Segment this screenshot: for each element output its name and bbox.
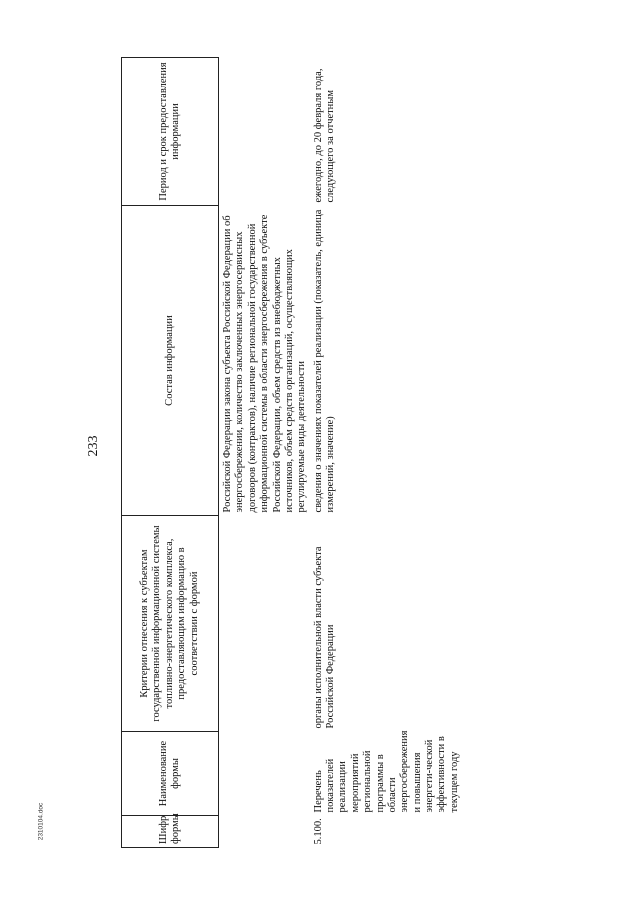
table-header-row: [122, 58, 219, 848]
header-composition: Состав информации: [122, 206, 219, 516]
header-criteria: Критерии отнесения к субъектам государственной информационной системы топливно-энергетического комплекса, предоставляющим информацию в соответствии с формой: [122, 516, 219, 732]
header-code: Шифр формы: [122, 816, 219, 848]
cell-composition-continued: Российской Федерации закона субъекта Российской Федерации об энергосбережении, количество заключенных энергосервисных договоров (контрактов), наличие региональной государственной информационной системы в области энергосбережения в субъекте Российской Федерации, объем средств из внебюджетных источников, объем средств организаций, осуществляющих регулируемые виды деятельности: [222, 214, 308, 513]
cell-criteria: органы исполнительной власти субъекта Российской Федерации: [312, 546, 336, 729]
header-form-name: Наименование формы: [122, 732, 219, 816]
cell-period-empty: [219, 58, 309, 206]
page-number: 233: [86, 435, 101, 457]
cell-period: ежегодно, до 20 февраля года, следующего за отчетным: [312, 68, 336, 203]
table-row-continuation: [219, 58, 309, 848]
cell-code-empty: [219, 816, 309, 848]
cell-composition: сведения о значениях показателей реализации (показатель, единица измерений, значение): [312, 209, 336, 513]
cell-criteria-empty: [219, 516, 309, 732]
rotated-table-wrapper: [121, 58, 583, 848]
cell-form-name-empty: [219, 732, 309, 816]
table-row-5-100: [309, 58, 462, 848]
cell-form-name: Перечень показателей реализации мероприятий региональной программы в области энергосбережения и повышения энергети-ческой эффективности в текущем году: [312, 730, 460, 813]
forms-table: [121, 57, 461, 848]
header-period: Период и срок предоставления информации: [122, 58, 219, 206]
cell-code: 5.100.: [312, 818, 324, 845]
footer-file-code: 2310104.doc: [37, 802, 45, 841]
